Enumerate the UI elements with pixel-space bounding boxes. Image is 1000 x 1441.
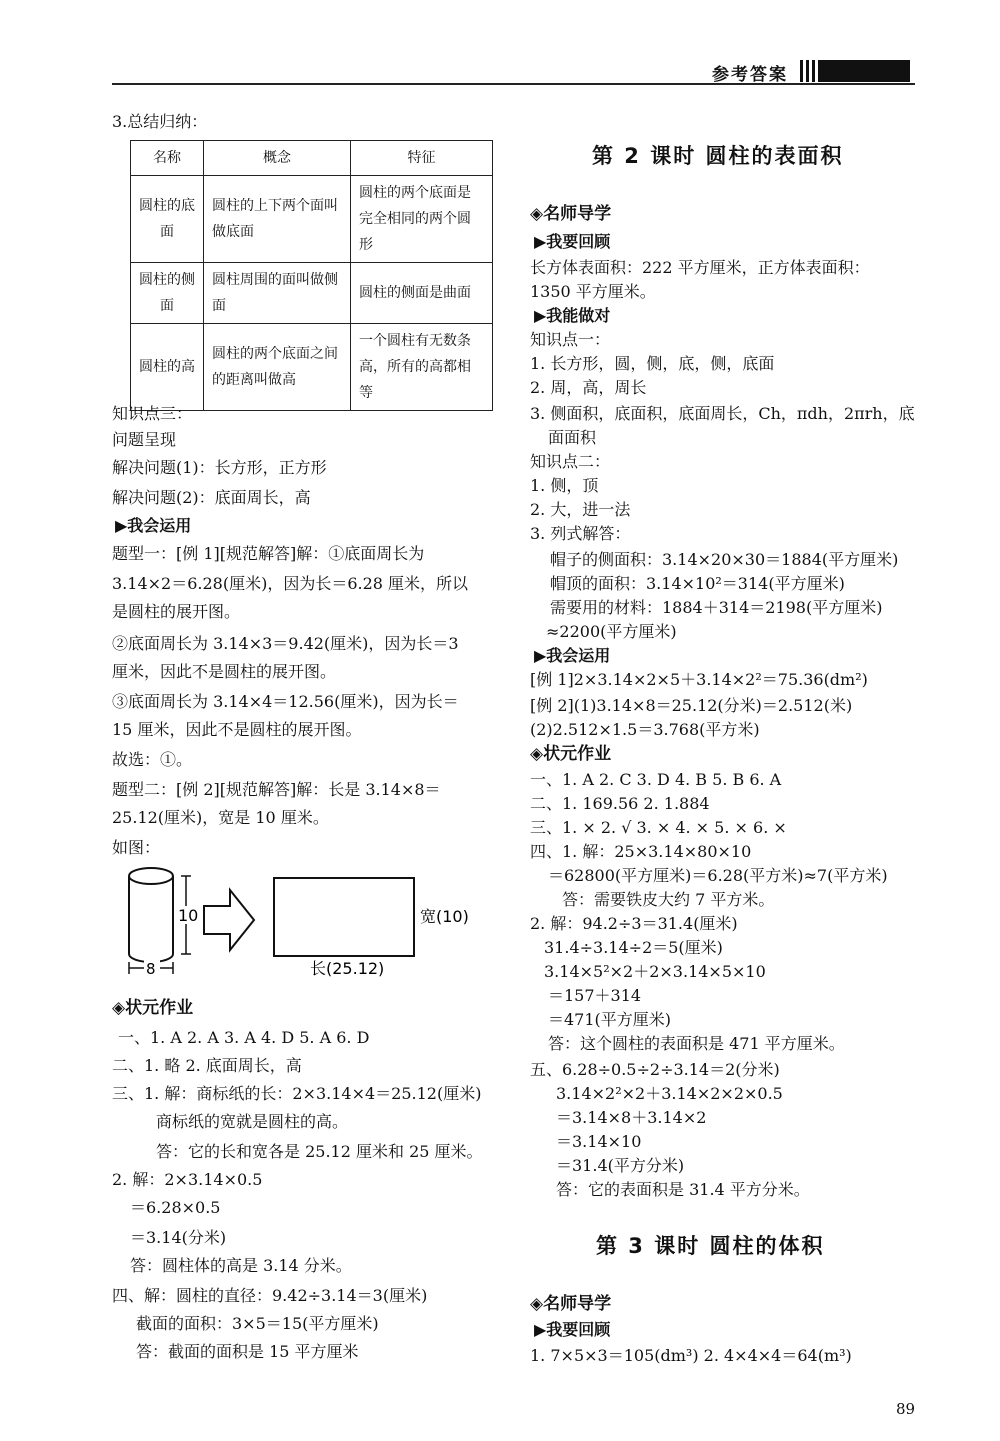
text-line: 3.14×2＝6.28(厘米)，因为长＝6.28 厘米，所以 bbox=[112, 574, 469, 593]
text-line: 解决问题(2)：底面周长，高 bbox=[112, 488, 311, 507]
text-line: 题型一：[例 1][规范解答]解：①底面周长为 bbox=[112, 544, 425, 563]
text-line: 三、1. 解：商标纸的长：2×3.14×4＝25.12(厘米) bbox=[112, 1084, 482, 1103]
text-line: 商标纸的宽就是圆柱的高。 bbox=[156, 1112, 349, 1131]
page-number: 89 bbox=[896, 1400, 916, 1418]
text-line: ＝471(平方厘米) bbox=[548, 1010, 672, 1029]
text-line: [例 2](1)3.14×8＝25.12(分米)＝2.512(米) bbox=[530, 696, 853, 715]
text-line: 面面积 bbox=[548, 428, 597, 447]
text-line: ＝157＋314 bbox=[548, 986, 642, 1005]
text-line: 长方体表面积：222 平方厘米，正方体表面积： bbox=[530, 258, 870, 277]
text-line: 需要用的材料：1884＋314＝2198(平方厘米) bbox=[550, 598, 883, 617]
summary-title: 3.总结归纳： bbox=[112, 112, 208, 131]
table-cell: 一个圆柱有无数条高，所有的高都相等 bbox=[351, 324, 493, 411]
text-line: ＝6.28×0.5 bbox=[130, 1198, 221, 1217]
figure-length-label: 长(25.12) bbox=[310, 959, 385, 978]
figure-height-label: 10 bbox=[178, 906, 199, 925]
text-line: 答：需要铁皮大约 7 平方米。 bbox=[562, 890, 775, 909]
text-line: 3. 侧面积，底面积，底面周长，Ch，πdh，2πrh，底 bbox=[530, 404, 915, 423]
table-header: 概念 bbox=[204, 141, 351, 176]
text-line: [例 1]2×3.14×2×5＋3.14×2²＝75.36(dm²) bbox=[530, 670, 868, 689]
table-row bbox=[131, 263, 493, 324]
text-line: 帽子的侧面积：3.14×20×30＝1884(平方厘米) bbox=[550, 550, 899, 569]
text-line: ③底面周长为 3.14×4＝12.56(厘米)，因为长＝ bbox=[112, 692, 459, 711]
table-cell: 圆柱的侧面 bbox=[131, 263, 204, 324]
table-cell: 圆柱的底面 bbox=[131, 176, 204, 263]
lesson-2-title: 第 2 课时 圆柱的表面积 bbox=[592, 144, 844, 168]
text-line: ＝3.14(分米) bbox=[130, 1228, 227, 1247]
text-line: 2. 解：94.2÷3＝31.4(厘米) bbox=[530, 914, 738, 933]
section-heading: ◈状元作业 bbox=[530, 744, 612, 764]
text-line: ＝3.14×10 bbox=[556, 1132, 642, 1151]
text-line: 1. 长方形，圆，侧，底，侧，底面 bbox=[530, 354, 775, 373]
text-line: 厘米，因此不是圆柱的展开图。 bbox=[112, 662, 337, 681]
table-header: 特征 bbox=[351, 141, 493, 176]
text-line: 答：它的长和宽各是 25.12 厘米和 25 厘米。 bbox=[156, 1142, 483, 1161]
text-line: 知识点一： bbox=[530, 330, 611, 349]
table-header-row bbox=[131, 141, 493, 176]
text-line: 问题呈现 bbox=[112, 430, 177, 449]
text-line: 1350 平方厘米。 bbox=[530, 282, 656, 301]
text-line: 3. 列式解答： bbox=[530, 524, 631, 543]
text-line: 25.12(厘米)，宽是 10 厘米。 bbox=[112, 808, 329, 827]
text-line: 是圆柱的展开图。 bbox=[112, 602, 241, 621]
table-header: 名称 bbox=[131, 141, 204, 176]
table-row bbox=[131, 324, 493, 411]
text-line: 帽顶的面积：3.14×10²＝314(平方厘米) bbox=[550, 574, 845, 593]
section-heading: ▶我要回顾 bbox=[534, 1320, 611, 1339]
text-line: 答：它的表面积是 31.4 平方分米。 bbox=[556, 1180, 810, 1199]
text-line: 答：截面的面积是 15 平方厘米 bbox=[136, 1342, 359, 1361]
table-cell: 圆柱周围的面叫做侧面 bbox=[204, 263, 351, 324]
text-line: 3.14×5²×2＋2×3.14×5×10 bbox=[544, 962, 766, 981]
text-line: ②底面周长为 3.14×3＝9.42(厘米)，因为长＝3 bbox=[112, 634, 459, 653]
section-heading: ◈名师导学 bbox=[530, 1294, 612, 1314]
text-line: 15 厘米，因此不是圆柱的展开图。 bbox=[112, 720, 362, 739]
text-line: 题型二：[例 2][规范解答]解：长是 3.14×8＝ bbox=[112, 780, 441, 799]
text-line: ＝62800(平方厘米)＝6.28(平方米)≈7(平方米) bbox=[548, 866, 888, 885]
text-line: 知识点二： bbox=[530, 452, 611, 471]
text-line: 答：这个圆柱的表面积是 471 平方厘米。 bbox=[548, 1034, 845, 1053]
table-cell: 圆柱的高 bbox=[131, 324, 204, 411]
text-line: ＝31.4(平方分米) bbox=[556, 1156, 685, 1175]
section-heading: ▶我能做对 bbox=[534, 306, 611, 325]
text-line: 三、1. × 2. √ 3. × 4. × 5. × 6. × bbox=[530, 818, 787, 837]
cylinder-unfold-figure bbox=[118, 862, 478, 982]
text-line: 故选：①。 bbox=[112, 750, 193, 769]
table-row bbox=[131, 176, 493, 263]
header-rule bbox=[112, 83, 915, 85]
text-line: 2. 解：2×3.14×0.5 bbox=[112, 1170, 263, 1189]
text-line: 31.4÷3.14÷2＝5(厘米) bbox=[544, 938, 723, 957]
text-line: 二、1. 169.56 2. 1.884 bbox=[530, 794, 710, 813]
text-line: 1. 7×5×3＝105(dm³) 2. 4×4×4＝64(m³) bbox=[530, 1346, 852, 1365]
text-line: 知识点三： bbox=[112, 404, 193, 423]
header-title: 参考答案 bbox=[712, 65, 788, 85]
table-cell: 圆柱的上下两个面叫做底面 bbox=[204, 176, 351, 263]
section-heading: ◈名师导学 bbox=[530, 204, 612, 224]
text-line: 1. 侧，顶 bbox=[530, 476, 599, 495]
text-line: 解决问题(1)：长方形，正方形 bbox=[112, 458, 327, 477]
text-line: 一、1. A 2. C 3. D 4. B 5. B 6. A bbox=[530, 770, 782, 789]
table-cell: 圆柱的侧面是曲面 bbox=[351, 263, 493, 324]
lesson-3-title: 第 3 课时 圆柱的体积 bbox=[596, 1234, 825, 1258]
section-heading: ▶我会运用 bbox=[115, 516, 192, 535]
text-line: ≈2200(平方厘米) bbox=[546, 622, 677, 641]
figure-width-label: 宽(10) bbox=[420, 907, 469, 926]
summary-table bbox=[130, 140, 493, 411]
text-line: 2. 大，进一法 bbox=[530, 500, 631, 519]
table-cell: 圆柱的两个底面之间的距离叫做高 bbox=[204, 324, 351, 411]
text-line: 3.14×2²×2＋3.14×2×2×0.5 bbox=[556, 1084, 783, 1103]
text-line: 四、解：圆柱的直径：9.42÷3.14＝3(厘米) bbox=[112, 1286, 428, 1305]
section-heading: ▶我会运用 bbox=[534, 646, 611, 665]
text-line: 2. 周，高，周长 bbox=[530, 378, 647, 397]
section-heading: ◈状元作业 bbox=[112, 998, 194, 1018]
text-line: 五、6.28÷0.5÷2÷3.14＝2(分米) bbox=[530, 1060, 780, 1079]
text-line: 答：圆柱体的高是 3.14 分米。 bbox=[130, 1256, 352, 1275]
text-line: 如图： bbox=[112, 838, 161, 857]
text-line: ＝3.14×8＋3.14×2 bbox=[556, 1108, 707, 1127]
section-heading: ▶我要回顾 bbox=[534, 232, 611, 251]
text-line: 截面的面积：3×5＝15(平方厘米) bbox=[136, 1314, 379, 1333]
figure-diameter-label: 8 bbox=[146, 960, 156, 978]
text-line: 二、1. 略 2. 底面周长，高 bbox=[112, 1056, 302, 1075]
text-line: (2)2.512×1.5＝3.768(平方米) bbox=[530, 720, 760, 739]
text-line: 四、1. 解：25×3.14×80×10 bbox=[530, 842, 752, 861]
table-cell: 圆柱的两个底面是完全相同的两个圆形 bbox=[351, 176, 493, 263]
text-line: 一、1. A 2. A 3. A 4. D 5. A 6. D bbox=[118, 1028, 370, 1047]
header-bars bbox=[800, 60, 910, 82]
